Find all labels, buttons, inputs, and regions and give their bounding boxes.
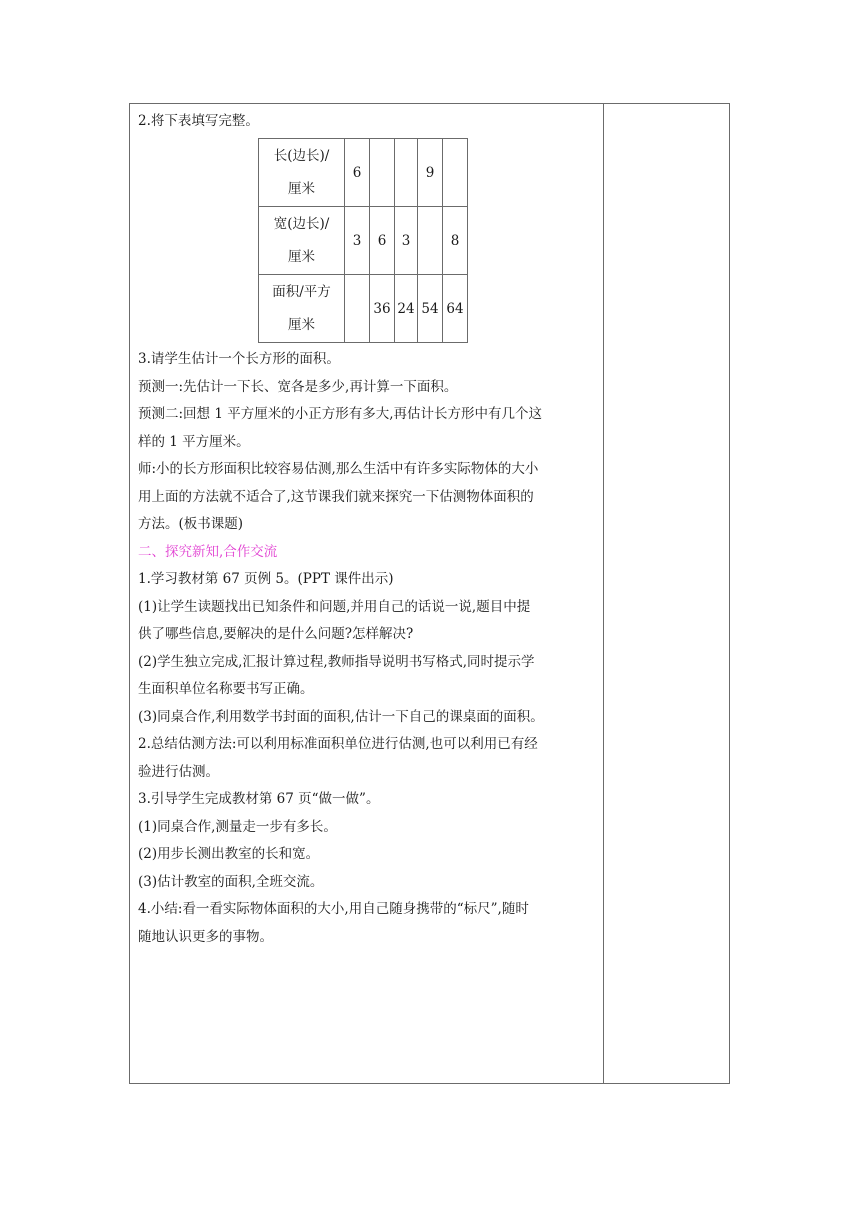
step-3b: (2)用步长测出教室的长和宽。: [138, 846, 320, 862]
table-cell: [370, 139, 395, 207]
lesson-content: [138, 104, 596, 946]
table-cell: 9: [418, 139, 443, 207]
step-3a: (1)同桌合作,测量走一步有多长。: [138, 818, 337, 835]
paragraph-line: 用上面的方法就不适合了,这节课我们就来探究一下估测物体面积的: [138, 488, 534, 505]
row-header: 面积/平方 厘米: [259, 275, 345, 343]
paragraph-line: 师:小的长方形面积比较容易估测,那么生活中有许多实际物体的大小: [138, 461, 539, 477]
step-1: 1.学习教材第 67 页例 5。(PPT 课件出示): [138, 571, 394, 587]
paragraph-line: 供了哪些信息,要解决的是什么问题?怎样解决?: [138, 626, 414, 642]
paragraph-line: 预测二:回想 1 平方厘米的小正方形有多大,再估计长方形中有几个这: [138, 406, 543, 422]
step-4-summary: [138, 901, 596, 946]
paragraph-line: 方法。(板书课题): [138, 516, 244, 532]
table-cell: [345, 275, 370, 343]
paragraph-line: 样的 1 平方厘米。: [138, 433, 250, 450]
step-3: 3.引导学生完成教材第 67 页“做一做”。: [138, 791, 380, 807]
table-cell: 64: [443, 275, 468, 343]
table-cell: 54: [418, 275, 443, 343]
step-1c: (3)同桌合作,利用数学书封面的面积,估计一下自己的课桌面的面积。: [138, 708, 544, 725]
table-cell: 3: [345, 207, 370, 275]
paragraph-line: 随地认识更多的事物。: [138, 928, 273, 945]
item2-title: 2.将下表填写完整。: [138, 113, 259, 129]
table-cell: 3: [395, 207, 418, 275]
fill-in-table: [258, 138, 468, 343]
row-header: 宽(边长)/ 厘米: [259, 207, 345, 275]
table-row: [259, 139, 468, 207]
step-1b: [138, 654, 596, 699]
paragraph-line: 2.总结估测方法:可以利用标准面积单位进行估测,也可以利用已有经: [138, 736, 538, 752]
paragraph-line: (2)学生独立完成,汇报计算过程,教师指导说明书写格式,同时提示学: [138, 653, 535, 670]
table-row: [259, 207, 468, 275]
step-1a: [138, 599, 596, 644]
prediction-2: [138, 406, 596, 451]
table-row: [259, 275, 468, 343]
table-cell: 6: [370, 207, 395, 275]
column-divider: [603, 104, 604, 1083]
lesson-plan-frame: [129, 103, 730, 1084]
table-cell: 24: [395, 275, 418, 343]
section-heading: 二、探究新知,合作交流: [138, 543, 278, 560]
paragraph-line: 验进行估测。: [138, 763, 219, 780]
table-cell: 6: [345, 139, 370, 207]
step-3c: (3)估计教室的面积,全班交流。: [138, 873, 324, 890]
paragraph-line: 生面积单位名称要书写正确。: [138, 681, 314, 697]
paragraph-line: 4.小结:看一看实际物体面积的大小,用自己随身携带的“标尺”,随时: [138, 901, 529, 917]
table-cell: [395, 139, 418, 207]
paragraph-line: (1)让学生读题找出已知条件和问题,并用自己的话说一说,题目中提: [138, 598, 531, 615]
table-cell: 36: [370, 275, 395, 343]
table-cell: [443, 139, 468, 207]
table-cell: 8: [443, 207, 468, 275]
item3: 3.请学生估计一个长方形的面积。: [138, 351, 340, 367]
table-cell: [418, 207, 443, 275]
row-header: 长(边长)/ 厘米: [259, 139, 345, 207]
teacher-remark: [138, 461, 596, 533]
step-2: [138, 736, 596, 781]
prediction-1: 预测一:先估计一下长、宽各是多少,再计算一下面积。: [138, 378, 458, 395]
